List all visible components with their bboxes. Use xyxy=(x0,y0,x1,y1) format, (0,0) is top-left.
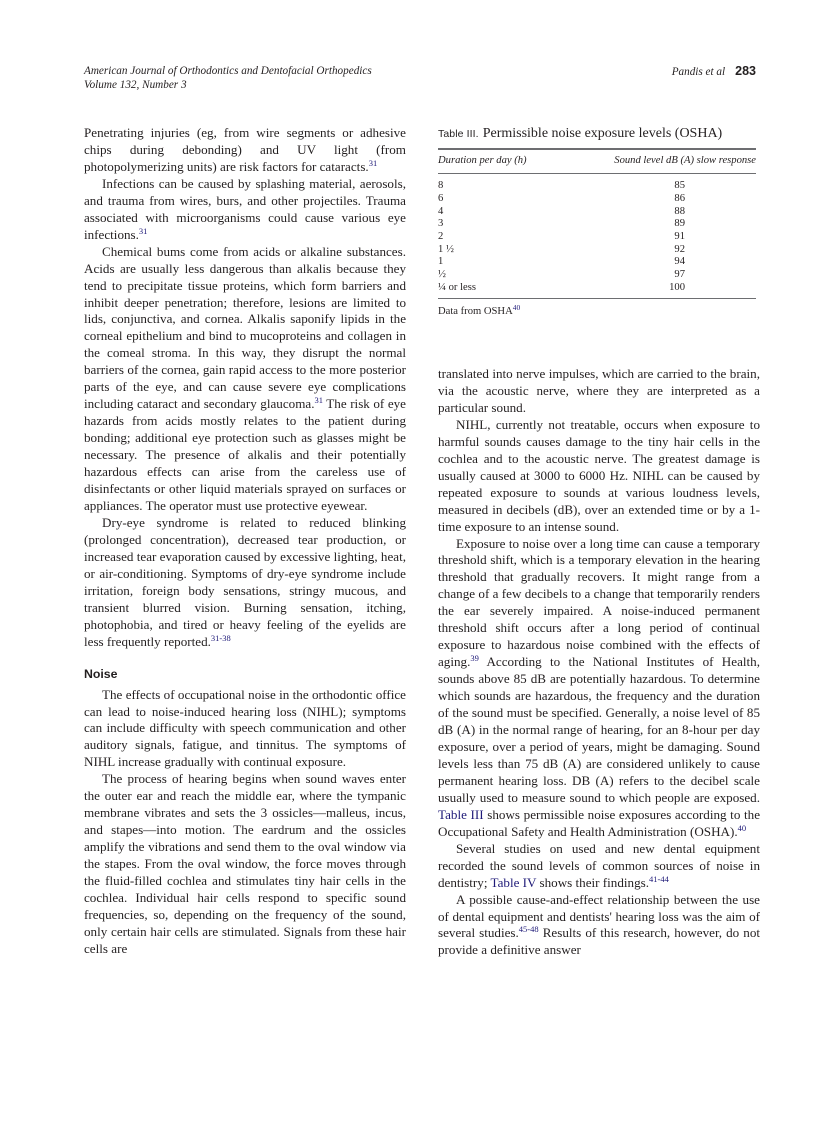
column-header: Sound level dB (A) slow response xyxy=(614,154,756,166)
table-iii xyxy=(438,125,756,318)
table-row: ¼ or less 100 xyxy=(438,281,685,293)
left-column xyxy=(84,125,406,958)
right-column xyxy=(438,366,760,959)
table-header-row xyxy=(438,150,756,173)
column-header: Duration per day (h) xyxy=(438,154,527,166)
citation-link[interactable]: 31-38 xyxy=(210,632,231,643)
paragraph: Several studies on used and new dental equipment recorded the sound levels of common sources of noise in dentistry; Table IV shows their findings.$^{41-44}$ xyxy=(438,840,760,890)
citation-link[interactable]: 31 xyxy=(138,225,148,236)
paragraph: The effects of occupational noise in the orthodontic office can lead to noise-induced hearing loss (NIHL); symptoms can include difficulty with speech communication and other auditory signals, fatigue, and tinnitus. The symptoms of NIHL increase gradually with continual exposure. xyxy=(84,686,406,770)
paragraph: Penetrating injuries (eg, from wire segments or adhesive chips during debonding) and UV light (from photopolymerizing units) are risk factors for cataracts.$^{31}$ xyxy=(84,125,406,174)
table-row: 1 ½ 92 xyxy=(438,243,685,255)
paragraph: Chemical bums come from acids or alkaline substances. Acids are usually less dangerous than alkalis because they tend to precipitate tissue proteins, which form barriers and inhibit deeper penetration; therefore, lesions are limited to lids, conjunctiva, and cornea. Alkalis saponify lipids in the corneal epithelium and bind to mucoproteins and collagen in the comeal stroma. In this way, they disrupt the normal barriers of the cornea, gain rapid access to the more posterior parts of the eye, and can cause severe eye complications including cataract and secondary glaucoma.$^{31}$ The risk of eye hazards from acids mostly relates to the patient during bonding; additional eye protection such as glasses might be necessary. The presence of alkalis and their potentially hazardous effects can arise from the careless use of disinfectants or other liquid materials sprayed on surfaces or appliances. The operator must use protective eyewear. xyxy=(84,243,406,513)
journal-title: American Journal of Orthodontics and Dentofacial Orthopedics xyxy=(84,65,372,77)
section-heading-noise: Noise xyxy=(84,666,118,681)
citation-link[interactable]: 45-48 xyxy=(518,924,539,935)
paragraph: Exposure to noise over a long time can cause a temporary threshold shift, which is a temporary elevation in the hearing threshold that gradually recovers. It might range from a change of a few decibels to a change that temporarily renders the ear severely impaired. A noise-induced permanent threshold shift occurs after a long period of continual exposure to hazardous noise combined with the effects of aging.$^{39}$ According to the National Institutes of Health, sounds above 85 dB are potentially hazardous. To determine which sounds are hazardous, the frequency and the duration of the sound must be specified. Generally, a noise level of 85 dB (A) in the normal range of hearing, for an 8-hour per day exposure, over a period of years, might be damaging. Sound levels less than 75 dB (A) are considered unlikely to cause permanent hearing loss. DB (A) refers to the decibel scale usually used to measure sound to which people are exposed. Table III shows permissible noise exposures according to the Occupational Safety and Health Administration (OSHA).$^{40}$ xyxy=(438,535,761,839)
noise-exposure-table xyxy=(438,150,756,298)
table-row: 1 94 xyxy=(438,256,685,268)
table-row: 8 85 xyxy=(438,180,685,192)
table-caption xyxy=(438,125,756,143)
table-row: ½ 97 xyxy=(438,269,685,281)
table-row: 4 88 xyxy=(438,205,685,217)
running-header-journal xyxy=(84,64,372,92)
paragraph: Infections can be caused by splashing material, aerosols, and trauma from wires, burs, and other projectiles. Trauma associated with microorganisms could cause various eye infections.$^{31}$ xyxy=(84,175,406,242)
table-row: 6 86 xyxy=(438,192,685,204)
table-footnote: Data from OSHA$^{40}$ xyxy=(438,303,521,318)
table-row: 2 91 xyxy=(438,231,685,242)
paragraph: A possible cause-and-effect relationship between the use of dental equipment and dentists' hearing loss was the aim of several studies.$^{45-48}$ Results of this research, however, do not provide a definitive answer xyxy=(438,891,760,958)
table-iii-link[interactable]: Table III xyxy=(438,806,484,822)
citation-link[interactable]: 41-44 xyxy=(649,873,669,884)
paragraph: Dry-eye syndrome is related to reduced blinking (prolonged concentration), decreased tear production, or increased tear evaporation caused by excessive lighting, heat, or air-conditioning. Symptoms of dry-eye syndrome include irritation, foreign body sensations, stringy mucous, and transient blurred vision. Burning sensation, itching, photophobia, and tired or heavy feeling of the eyelids are less frequently reported.$^{31-38}$ xyxy=(84,514,406,649)
table-row: 3 89 xyxy=(438,218,685,230)
citation-link[interactable]: 40 xyxy=(737,822,747,833)
authors: Pandis et al xyxy=(671,66,726,78)
paragraph: The process of hearing begins when sound waves enter the outer ear and reach the middle ear, where the tympanic membrane vibrates and sets the 3 ossicles—malleus, incus, and stapes—into motion. The eardrum and the ossicles amplify the vibrations and send them to the oval window via the stapes. From the oval window, the force moves through the fluid-filled cochlea and stimulates tiny hair cells in the cochlea. Individual hair cells respond to specific sound frequencies, so, depending on the frequency of the sound, only certain hair cells are stimulated. Signals from these hair cells are xyxy=(84,771,406,956)
table-iv-link[interactable]: Table IV xyxy=(490,874,537,890)
journal-volume: Volume 132, Number 3 xyxy=(84,79,187,91)
citation-link[interactable]: 39 xyxy=(470,653,479,664)
running-header-page xyxy=(672,64,756,79)
table-title: Permissible noise exposure levels (OSHA) xyxy=(482,126,723,141)
page-number: 283 xyxy=(735,64,756,78)
citation-link[interactable]: 31 xyxy=(314,395,323,406)
citation-link[interactable]: 40 xyxy=(512,303,521,313)
paragraph: NIHL, currently not treatable, occurs when exposure to harmful sounds causes damage to the tiny hair cells in the cochlea and to the acoustic nerve. The greatest damage is usually caused at 3000 to 6000 Hz. NIHL can be caused by repeated exposure to sounds at various loudness levels, measured in decibels (dB), over an extended time or by a 1-time exposure to an intense sound. xyxy=(438,416,760,534)
paragraph: translated into nerve impulses, which are carried to the brain, via the acoustic nerve, where they are interpreted as a particular sound. xyxy=(438,366,760,415)
table-label: Table III. xyxy=(438,128,479,140)
table-rule-bottom xyxy=(438,298,756,300)
citation-link[interactable]: 31 xyxy=(368,157,378,168)
